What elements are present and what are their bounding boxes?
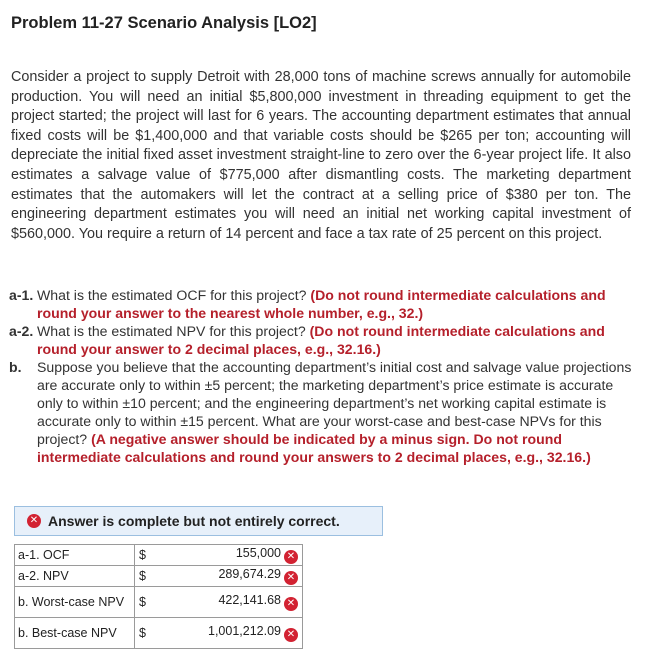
question-text: What is the estimated NPV for this project? (37, 323, 310, 339)
question-b (9, 358, 634, 466)
table-row (15, 618, 303, 649)
answer-label: a-2. NPV (15, 566, 135, 587)
question-label: a-1. (9, 287, 34, 303)
answer-label: b. Worst-case NPV (15, 587, 135, 618)
x-circle-icon: ✕ (27, 514, 41, 528)
incorrect-icon: ✕ (284, 550, 298, 564)
answer-label: a-1. OCF (15, 545, 135, 566)
answer-value: 422,141.68 (218, 593, 281, 607)
currency-symbol: $ (135, 545, 153, 566)
answer-value-cell[interactable] (152, 618, 303, 649)
question-a2 (9, 322, 634, 358)
answer-table (14, 544, 303, 649)
question-label: a-2. (9, 323, 34, 339)
answer-value: 289,674.29 (218, 567, 281, 581)
table-row (15, 587, 303, 618)
page-title: Problem 11-27 Scenario Analysis [LO2] (11, 14, 317, 32)
currency-symbol: $ (135, 587, 153, 618)
answer-status-banner (14, 506, 383, 536)
answer-value: 1,001,212.09 (208, 624, 281, 638)
question-label: b. (9, 359, 22, 375)
incorrect-icon: ✕ (284, 628, 298, 642)
questions-list (9, 286, 634, 466)
table-row (15, 566, 303, 587)
question-text: What is the estimated OCF for this project? (37, 287, 311, 303)
currency-symbol: $ (135, 566, 153, 587)
table-row (15, 545, 303, 566)
answer-value-cell[interactable] (152, 545, 303, 566)
answer-value: 155,000 (235, 546, 281, 560)
incorrect-icon: ✕ (284, 597, 298, 611)
answer-label: b. Best-case NPV (15, 618, 135, 649)
scenario-paragraph: Consider a project to supply Detroit with 28,000 tons of machine screws annually for automobile production. You will need an initial $5,800,000 investment in threading equipment to get the project started; the project will last for 6 years. The accounting department estimates that annual fixed costs will be $1,400,000 and that variable costs should be $265 per ton; accounting will depreciate the initial fixed asset investment straight-line to zero over the 6-year project life. It also estimates a salvage value of $775,000 after dismantling costs. The marketing department estimates that the automakers will let the contract at a selling price of $380 per ton. The engineering department estimates you will need an initial net working capital investment of $560,000. You require a return of 14 percent and face a tax rate of 25 percent on this project. (11, 69, 631, 242)
currency-symbol: $ (135, 618, 153, 649)
question-a1 (9, 286, 634, 322)
answer-value-cell[interactable] (152, 587, 303, 618)
question-instruction: (Do not round intermediate calculations and round your answer to 2 decimal places, e.g., 32.16.) (37, 323, 605, 357)
question-instruction: (A negative answer should be indicated by a minus sign. Do not round intermediate calculations and round your answers to 2 decimal places, e.g., 32.16.) (37, 431, 591, 465)
incorrect-icon: ✕ (284, 571, 298, 585)
banner-text: Answer is complete but not entirely correct. (48, 513, 340, 529)
question-text: Suppose you believe that the accounting department’s initial cost and salvage value projections are accurate only to within ±5 percent; the marketing department’s price estimate is accurate only to within ±10 percent; and the engineering department’s net working capital estimate is accurate only to within ±15 percent. What are your worst-case and best-case NPVs for this project? (37, 359, 632, 447)
question-instruction: (Do not round intermediate calculations and round your answer to the nearest whole number, e.g., 32.) (37, 287, 606, 321)
answer-value-cell[interactable] (152, 566, 303, 587)
